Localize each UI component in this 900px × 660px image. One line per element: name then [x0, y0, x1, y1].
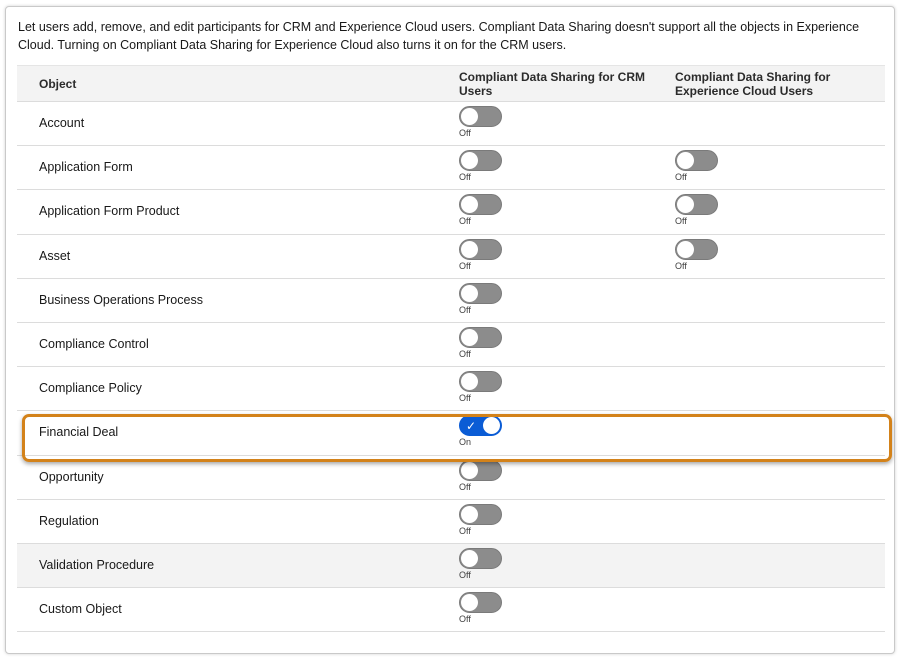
- crm-toggle-10[interactable]: [459, 548, 519, 582]
- toggle-knob: [461, 108, 478, 125]
- table-row: [17, 235, 885, 279]
- table-header: [17, 65, 885, 102]
- toggle-track: [459, 371, 502, 392]
- table-row: [17, 544, 885, 588]
- crm-toggle-9[interactable]: [459, 504, 519, 538]
- object-name: Custom Object: [39, 602, 122, 617]
- object-name: Regulation: [39, 513, 99, 528]
- toggle-knob: [677, 152, 694, 169]
- crm-toggle-6[interactable]: [459, 371, 519, 405]
- table-row: [17, 588, 885, 632]
- toggle-state-label: Off: [675, 260, 687, 271]
- toggle-track: [675, 239, 718, 260]
- toggle-state-label: Off: [459, 260, 471, 271]
- toggle-track: [459, 283, 502, 304]
- table-row: [17, 102, 885, 146]
- toggle-knob: [461, 462, 478, 479]
- object-name: Financial Deal: [39, 425, 119, 440]
- toggle-knob: [461, 152, 478, 169]
- toggle-state-label: Off: [675, 172, 687, 183]
- toggle-track: [675, 194, 718, 215]
- table-row: [17, 279, 885, 323]
- crm-toggle-1[interactable]: [459, 150, 519, 184]
- toggle-knob: [461, 329, 478, 346]
- header-crm: Compliant Data Sharing for CRM Users: [459, 70, 646, 98]
- table-row: [17, 190, 885, 234]
- table-row: [17, 456, 885, 500]
- object-name: Application Form Product: [39, 204, 180, 219]
- toggle-state-label: Off: [459, 304, 471, 315]
- experience-toggle-1[interactable]: [675, 150, 735, 184]
- toggle-track: [459, 548, 502, 569]
- toggle-state-label: Off: [459, 216, 471, 227]
- toggle-knob: [677, 196, 694, 213]
- crm-toggle-0[interactable]: [459, 106, 519, 140]
- header-object: Object: [39, 77, 77, 91]
- toggle-state-label: Off: [459, 393, 471, 404]
- object-name: Compliance Control: [39, 336, 149, 351]
- check-icon: ✓: [466, 419, 477, 434]
- crm-toggle-8[interactable]: [459, 460, 519, 494]
- table-row: [17, 146, 885, 190]
- toggle-state-label: Off: [459, 525, 471, 536]
- object-name: Validation Procedure: [39, 557, 155, 572]
- crm-toggle-2[interactable]: [459, 194, 519, 228]
- table-body: [17, 102, 885, 632]
- crm-toggle-11[interactable]: [459, 592, 519, 626]
- toggle-track: [459, 194, 502, 215]
- crm-toggle-7[interactable]: [459, 415, 519, 449]
- object-name: Compliance Policy: [39, 381, 142, 396]
- object-name: Asset: [39, 248, 71, 263]
- toggle-state-label: Off: [459, 172, 471, 183]
- toggle-track: [675, 150, 718, 171]
- toggle-state-label: Off: [459, 614, 471, 625]
- toggle-track: [459, 106, 502, 127]
- experience-toggle-2[interactable]: [675, 194, 735, 228]
- toggle-track: [459, 415, 502, 436]
- table-row: [17, 323, 885, 367]
- toggle-track: [459, 460, 502, 481]
- toggle-state-label: Off: [459, 569, 471, 580]
- table-row: [17, 411, 885, 455]
- crm-toggle-4[interactable]: [459, 283, 519, 317]
- toggle-knob: [461, 196, 478, 213]
- toggle-knob: [461, 285, 478, 302]
- crm-toggle-3[interactable]: [459, 239, 519, 273]
- toggle-knob: [461, 550, 478, 567]
- object-name: Application Form: [39, 160, 133, 175]
- toggle-track: [459, 150, 502, 171]
- toggle-knob: [483, 417, 500, 434]
- toggle-knob: [461, 506, 478, 523]
- object-name: Opportunity: [39, 469, 104, 484]
- toggle-track: [459, 504, 502, 525]
- toggle-track: [459, 239, 502, 260]
- toggle-knob: [461, 241, 478, 258]
- toggle-state-label: Off: [459, 348, 471, 359]
- object-name: Account: [39, 116, 85, 130]
- experience-toggle-3[interactable]: [675, 239, 735, 273]
- toggle-knob: [461, 373, 478, 390]
- settings-panel: [5, 6, 895, 654]
- object-name: Business Operations Process: [39, 292, 203, 307]
- toggle-knob: [677, 241, 694, 258]
- toggle-state-label: Off: [675, 216, 687, 227]
- table-row: [17, 500, 885, 544]
- crm-toggle-5[interactable]: [459, 327, 519, 361]
- objects-table: [17, 65, 885, 632]
- toggle-track: [459, 592, 502, 613]
- toggle-track: [459, 327, 502, 348]
- toggle-state-label: On: [459, 437, 472, 448]
- table-row: [17, 367, 885, 411]
- toggle-state-label: Off: [459, 128, 471, 138]
- toggle-state-label: Off: [459, 481, 471, 492]
- description-text: Let users add, remove, and edit participants for CRM and Experience Cloud users. Compliant Data Sharing doesn't support all the objects in Experience Cloud. Turning on Compliant Data Sharing for Experience Cloud also turns it on for the CRM users.: [18, 20, 860, 52]
- toggle-knob: [461, 594, 478, 611]
- header-experience: Compliant Data Sharing for Experience Cloud Users: [675, 70, 831, 98]
